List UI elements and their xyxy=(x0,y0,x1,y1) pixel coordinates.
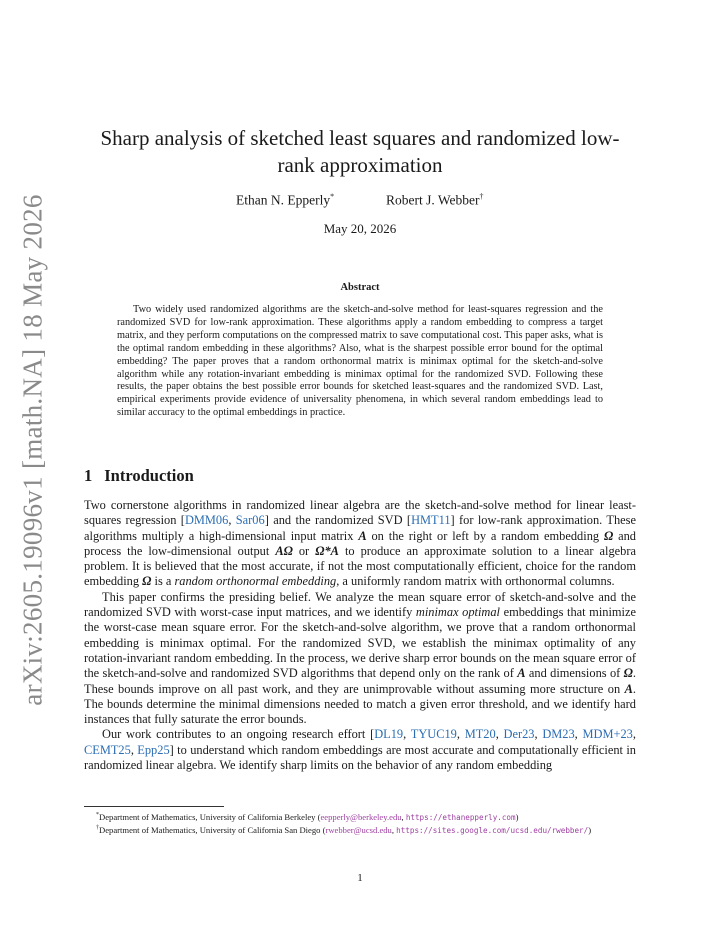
emphasis: random orthonormal embedding xyxy=(174,574,337,589)
body-text xyxy=(84,498,636,773)
text-run: ) xyxy=(588,825,592,836)
citation-link[interactable]: TYUC19 xyxy=(410,727,457,742)
footnote-2 xyxy=(84,823,636,836)
paper-title: Sharp analysis of sketched least squares and randomized low-rank approximation xyxy=(100,126,620,177)
footnote-mark: † xyxy=(96,825,99,832)
math-symbol: A xyxy=(358,528,367,543)
footnote-mark: * xyxy=(96,812,99,818)
page-number: 1 xyxy=(357,872,363,884)
text-run: , xyxy=(632,727,636,742)
text-run: , xyxy=(391,825,397,836)
math-symbol: Ω xyxy=(142,574,152,589)
footnote-rule xyxy=(84,806,224,807)
text-run: , xyxy=(495,727,504,742)
section-heading xyxy=(84,466,194,486)
citation-link[interactable]: Sar06 xyxy=(235,513,265,528)
math-symbol: Ω xyxy=(623,666,633,681)
paragraph-1 xyxy=(84,498,636,590)
author-1 xyxy=(236,192,334,209)
text-run: and dimensions of xyxy=(525,666,624,681)
citation-link[interactable]: MT20 xyxy=(464,727,496,742)
paragraph-3 xyxy=(84,727,636,773)
paragraph-2 xyxy=(84,590,636,728)
math-symbol: A xyxy=(624,681,633,696)
section-number: 1 xyxy=(84,466,93,485)
emphasis: minimax optimal xyxy=(415,605,500,620)
arxiv-identifier: arXiv:2605.19096v1 [math.NA] 18 May 2026 xyxy=(17,194,48,706)
abstract-heading: Abstract xyxy=(340,282,380,293)
footnote-text: Department of Mathematics, University of California Berkeley ( xyxy=(99,811,321,822)
citation-link[interactable]: Der23 xyxy=(503,727,535,742)
text-run: to produce an approximate solution to a linear algebra problem. It is believed that the most accurate, if not the most computationally efficient, choice for the random embedding xyxy=(84,543,636,589)
math-symbol: AΩ xyxy=(275,543,293,558)
text-run: or xyxy=(292,543,316,558)
author-1-mark: * xyxy=(330,192,335,201)
footnote-1 xyxy=(84,810,636,823)
arxiv-side-stamp xyxy=(12,194,54,706)
text-run: , xyxy=(534,727,543,742)
text-run: and process the low-dimensional output xyxy=(84,528,636,558)
text-run: , xyxy=(403,727,411,742)
paper-date: May 20, 2026 xyxy=(323,221,397,236)
url-link[interactable]: https://sites.google.com/ucsd.edu/rwebber/ xyxy=(396,826,589,836)
citation-link[interactable]: DL19 xyxy=(374,727,404,742)
text-run: ) xyxy=(515,811,519,822)
author-2-name: Robert J. Webber xyxy=(386,192,480,208)
email-link[interactable]: eepperly@berkeley.edu xyxy=(320,811,402,822)
footnotes xyxy=(84,810,636,837)
author-2 xyxy=(386,192,484,209)
author-2-mark: † xyxy=(479,192,484,201)
citation-link[interactable]: CEMT25 xyxy=(84,742,131,757)
text-run: ] for low-rank approximation. These algorithms multiply a high-dimensional input matrix xyxy=(84,513,636,543)
citation-link[interactable]: DM23 xyxy=(542,727,575,742)
email-link[interactable]: rwebber@ucsd.edu xyxy=(325,825,392,836)
text-run: is a xyxy=(151,574,175,589)
author-1-name: Ethan N. Epperly xyxy=(236,192,331,208)
citation-link[interactable]: DMM06 xyxy=(184,513,229,528)
citation-link[interactable]: MDM+23 xyxy=(582,727,633,742)
math-symbol: Ω*A xyxy=(315,543,339,558)
footnote-text: Department of Mathematics, University of California San Diego ( xyxy=(99,825,326,836)
math-symbol: Ω xyxy=(603,528,614,543)
text-run: embeddings that minimize the worst-case mean square error. For the sketch-and-solve algorithm, we prove that a random orthonormal embedding is minimax optimal. For the randomized SVD, we establish the minimax optimality of any rotation-invariant random embedding. In the process, we derive sharp error bounds on the mean square error of the sketch-and-solve and randomized SVD algorithms that depend only on the rank of xyxy=(84,605,636,681)
math-symbol: A xyxy=(517,666,526,681)
text-run: , xyxy=(130,742,138,757)
url-link[interactable]: https://ethanepperly.com xyxy=(405,812,516,822)
text-run: This paper confirms the presiding belief. We analyze the mean square error of sketch-and-solve and the randomized SVD with worst-case input matrices, and we identify xyxy=(84,589,636,620)
text-run: ] to understand which random embeddings are most accurate and computationally efficient in randomized linear algebra. We identify sharp limits on the behavior of any random embedding xyxy=(84,742,636,773)
text-run: on the right or left by a random embedding xyxy=(366,528,604,543)
citation-link[interactable]: HMT11 xyxy=(411,513,451,528)
text-run: , a uniformly random matrix with orthonormal columns. xyxy=(336,574,615,589)
citation-link[interactable]: Epp25 xyxy=(137,742,170,757)
text-run: , xyxy=(456,727,465,742)
text-run: ] and the randomized SVD [ xyxy=(264,513,412,528)
text-run: . These bounds improve on all past work, and they are unimprovable without assuming more structure on xyxy=(84,666,636,696)
text-run: Our work contributes to an ongoing research effort [ xyxy=(102,727,375,742)
text-run: , xyxy=(574,727,583,742)
text-run: Two cornerstone algorithms in randomized linear algebra are the sketch-and-solve method for linear least-squares regression [ xyxy=(84,498,636,528)
text-run: , xyxy=(228,513,236,528)
text-run: . The bounds determine the minimal dimensions needed to match a given error threshold, and we identify hard instances that fully saturate the error bounds. xyxy=(84,681,636,727)
section-title: Introduction xyxy=(104,466,194,485)
abstract-text: Two widely used randomized algorithms are the sketch-and-solve method for least-squares regression and the randomized SVD for low-rank approximation. These algorithms apply a random embedding to compress a target matrix, and they perform computations on the compressed matrix to save computational cost. This paper asks, what is the optimal random embedding in these algorithms? Also, what is the sharpest possible error bound for the optimal embedding? The paper proves that a random orthonormal matrix is minimax optimal for the sketch-and-solve algorithm while any rotation-invariant embedding is minimax optimal for the randomized SVD. Following these results, the paper obtains the best possible error bounds for sketched least-squares and the randomized SVD. Last, empirical experiments provide evidence of universality phenomena, in which several random embeddings lead to similar accuracy to the optimal embeddings in practice. xyxy=(117,304,603,419)
text-run: , xyxy=(401,811,406,822)
